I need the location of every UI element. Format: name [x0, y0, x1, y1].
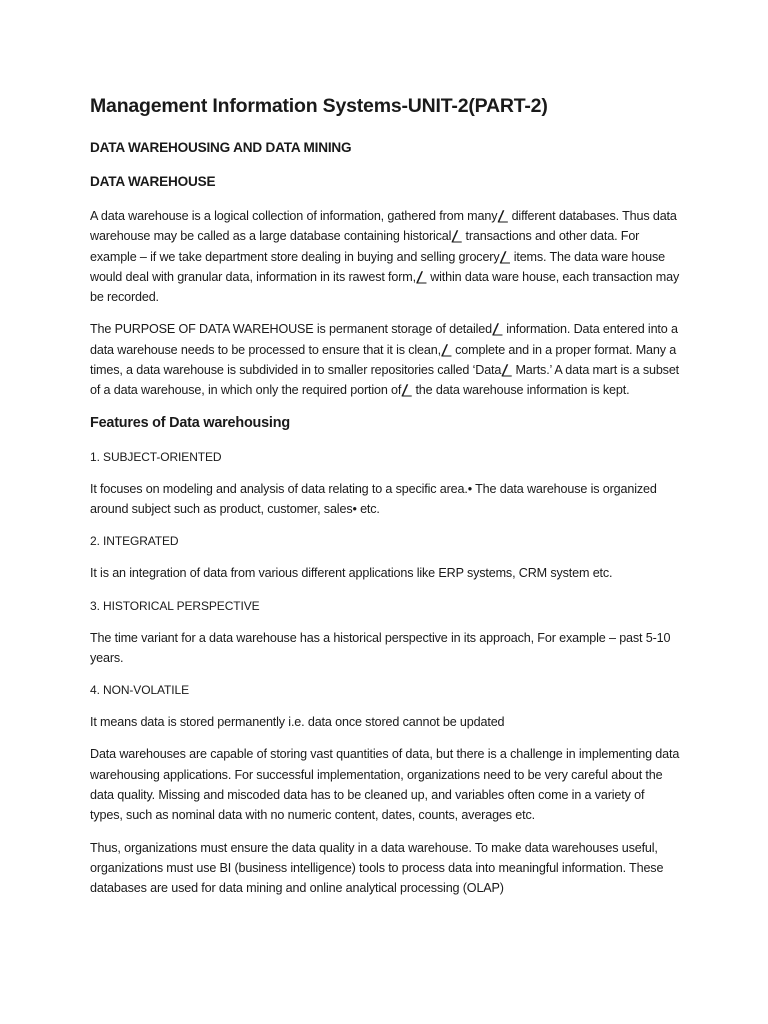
- paragraph-challenges: Data warehouses are capable of storing vast quantities of data, but there is a challenge in implementing data warehousing applications. For successful implementation, organizations need to be very careful about the data quality. Missing and miscoded data has to be cleaned up, and variables often come in a variety of types, such as nominal data with no numeric content, dates, counts, averages etc.: [90, 747, 680, 823]
- feature-integrated-text: It is an integration of data from various different applications like ERP systems, CRM system etc.: [90, 566, 613, 581]
- document-page: [90, 93, 680, 911]
- paragraph-definition: A data warehouse is a logical collection of information, gathered from many⎳ different databases. Thus data warehouse may be called as a large database containing historical⎳ transactions and other data. For example – if we take department store dealing in buying and selling grocery⎳ items. The data ware house would deal with granular data, information in its rawest form,⎳ within data ware house, each transaction may be recorded.: [90, 209, 680, 305]
- document-title: Management Information Systems-UNIT-2(PART-2): [90, 95, 548, 117]
- paragraph-data-quality: Thus, organizations must ensure the data quality in a data warehouse. To make data warehouses useful, organizations must use BI (business intelligence) tools to process data into meaningful information. These databases are used for data mining and online analytical processing (OLAP): [90, 840, 664, 896]
- feature-historical-text: The time variant for a data warehouse has a historical perspective in its approach, For example – past 5-10 years.: [90, 630, 671, 665]
- feature-historical-title: 3. HISTORICAL PERSPECTIVE: [90, 598, 260, 613]
- feature-integrated-title: 2. INTEGRATED: [90, 534, 179, 549]
- heading-data-warehousing-mining: DATA WAREHOUSING AND DATA MINING: [90, 140, 352, 155]
- paragraph-purpose: The PURPOSE OF DATA WAREHOUSE is permanent storage of detailed⎳ information. Data entered into a data warehouse needs to be processed to ensure that it is clean,⎳ complete and in a proper format. Many a times, a data warehouse is subdivided in to smaller repositories called ‘Data⎳ Marts.’ A data mart is a subset of a data warehouse, in which only the required portion of⎳ the data warehouse information is kept.: [90, 322, 680, 398]
- feature-non-volatile-text: It means data is stored permanently i.e. data once stored cannot be updated: [90, 715, 505, 730]
- feature-non-volatile-title: 4. NON-VOLATILE: [90, 683, 189, 698]
- feature-subject-oriented-title: 1. SUBJECT-ORIENTED: [90, 449, 222, 464]
- feature-subject-oriented-text: It focuses on modeling and analysis of data relating to a specific area.• The data warehouse is organized around subject such as product, customer, sales• etc.: [90, 481, 657, 516]
- heading-data-warehouse: DATA WAREHOUSE: [90, 174, 216, 189]
- heading-features: Features of Data warehousing: [90, 414, 290, 431]
